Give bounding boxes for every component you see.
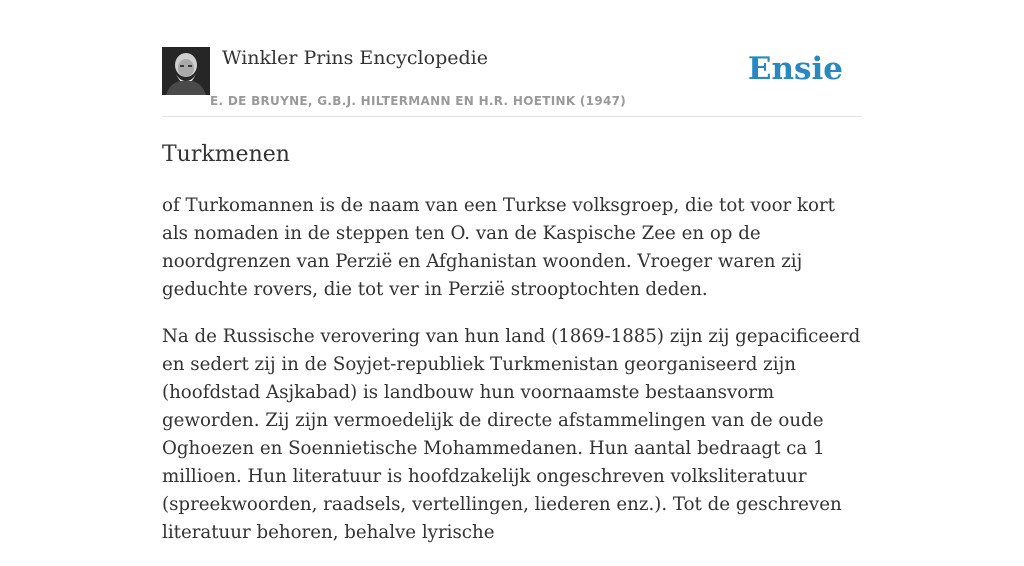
publication-authors: E. DE BRUYNE, G.B.J. HILTERMANN EN H.R. HOETINK (1947) <box>210 94 627 108</box>
page <box>162 0 862 543</box>
ensie-logo-link[interactable]: Ensie <box>747 51 843 87</box>
publication-header <box>162 0 862 117</box>
author-avatar-icon[interactable] <box>162 47 210 95</box>
article-paragraph: of Turkomannen is de naam van een Turkse volksgroep, die tot voor kort als nomaden in de steppen ten O. van de Kaspische Zee en op de noordgrenzen van Perzië en Afghanistan woonden. Vroeger waren zij geduchte rovers, die tot ver in Perzië strooptochten deden. <box>162 195 835 300</box>
publication-title[interactable]: Winkler Prins Encyclopedie <box>222 47 488 69</box>
article-title: Turkmenen <box>162 142 290 167</box>
article-paragraph: Na de Russische verovering van hun land (1869-1885) zijn zij gepacificeerd en sedert zij in de Soyjet-republiek Turkmenistan georganiseerd zijn (hoofdstad Asjkabad) is landbouw hun voornaamste bestaansvorm geworden. Zij zijn vermoedelijk de directe afstammelingen van de oude Oghoezen en Soennietische Mohammedanen. Hun aantal bedraagt ca 1 millioen. Hun literatuur is hoofdzakelijk ongeschreven volksliteratuur (spreekwoorden, raadsels, vertellingen, liederen enz.). Tot de geschreven literatuur behoren, behalve lyrische <box>162 326 861 543</box>
article-body <box>162 192 862 566</box>
author-portrait-icon <box>162 47 210 95</box>
